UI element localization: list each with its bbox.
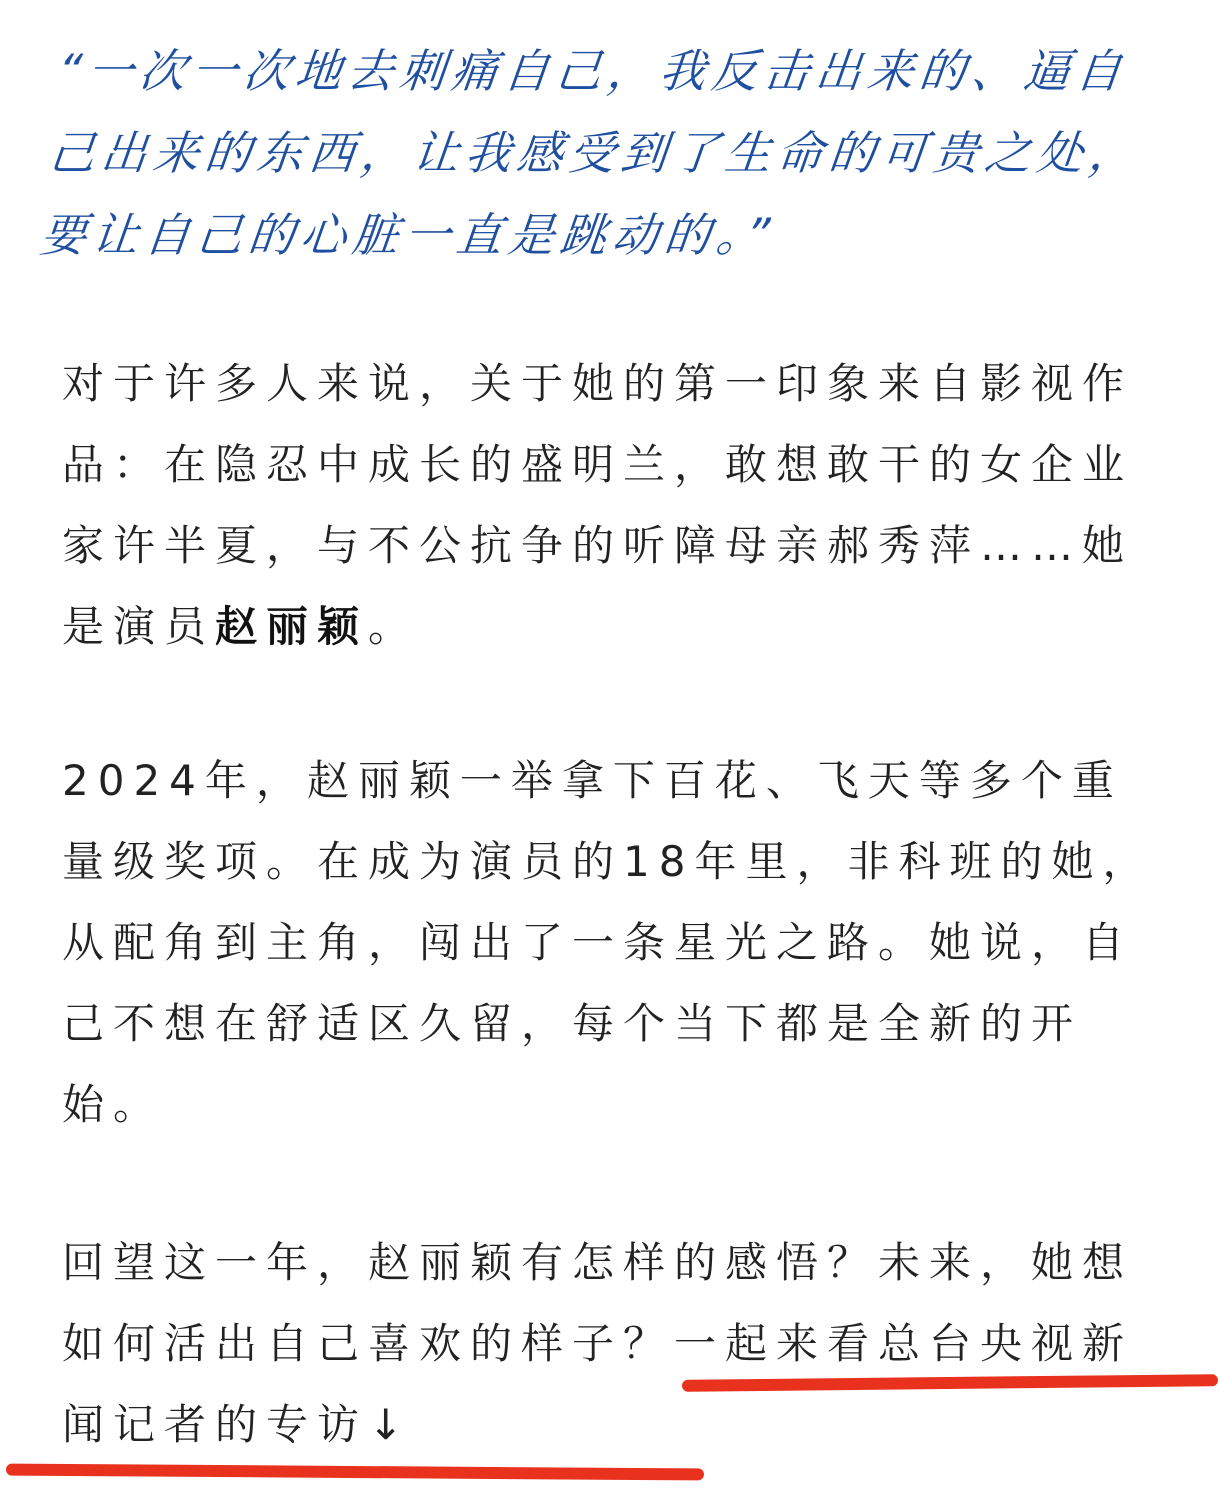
paragraph-interview-lead: 回望这一年，赵丽颖有怎样的感悟？未来，她想如何活出自己喜欢的样子？一起来看总台央视新闻记者的专访↓	[62, 1238, 1134, 1449]
paragraph-intro	[62, 343, 1158, 667]
intro-text: 对于许多人来说，关于她的第一印象来自影视作品：在隐忍中成长的盛明兰，敢想敢干的女企业家许半夏，与不公抗争的听障母亲郝秀萍……她是演员	[62, 359, 1134, 651]
actress-name: 赵丽颖	[215, 602, 369, 651]
pull-quote: “一次一次地去刺痛自己，我反击出来的、逼自己出来的东西，让我感受到了生命的可贵之处，要让自己的心脏一直是跳动的。”	[37, 44, 1144, 262]
red-underline-annotation	[6, 1464, 704, 1481]
paragraph-awards: 2024年，赵丽颖一举拿下百花、飞天等多个重量级奖项。在成为演员的18年里，非科班的她，从配角到主角，闯出了一条星光之路。她说，自己不想在舒适区久留，每个当下都是全新的开始。	[62, 756, 1154, 1129]
intro-end: 。	[368, 602, 420, 651]
